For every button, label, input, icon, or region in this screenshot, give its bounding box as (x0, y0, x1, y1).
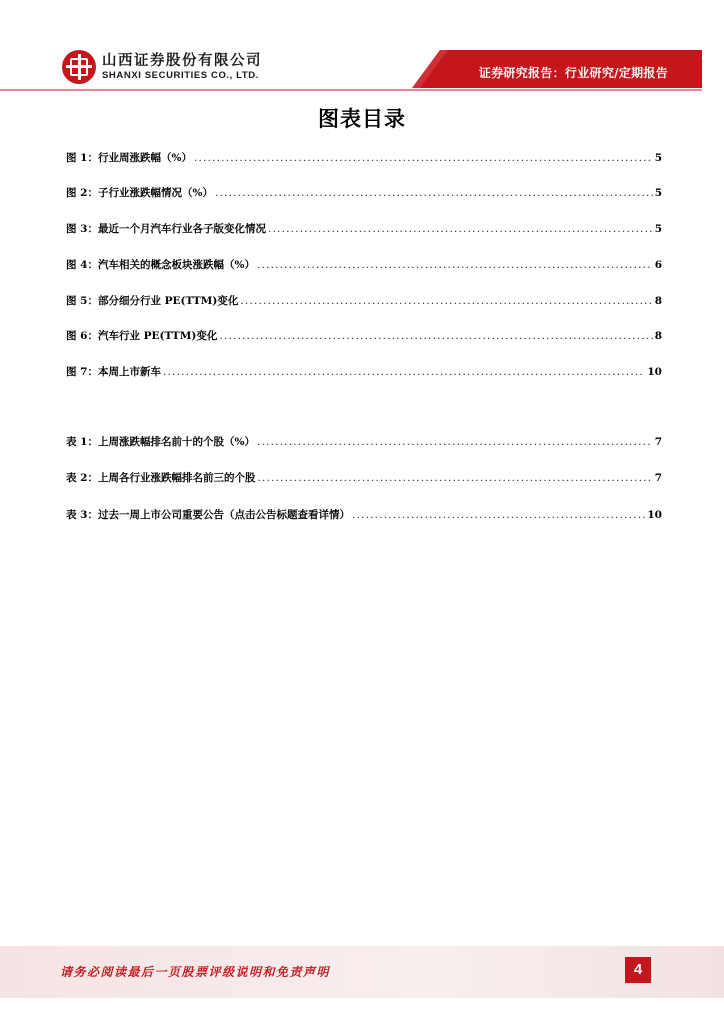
toc-entry-page: 7 (654, 472, 662, 484)
company-name-cn: 山西证券股份有限公司 (102, 52, 262, 69)
toc-entry-label: 表 3：过去一周上市公司重要公告（点击公告标题查看详情） (66, 509, 350, 521)
logo-emblem-icon (62, 50, 96, 84)
toc-entry-page: 6 (654, 259, 662, 271)
toc-leader-dots (194, 151, 653, 165)
toc-entry-page: 5 (654, 223, 662, 235)
toc-leader-dots (257, 435, 653, 449)
toc-entry-figure-4[interactable] (66, 258, 662, 272)
toc-entry-page: 7 (654, 436, 662, 448)
toc-leader-dots (219, 329, 652, 343)
toc-entry-label: 图 6：汽车行业 PE(TTM)变化 (66, 330, 218, 342)
toc-entry-figure-7[interactable] (66, 365, 662, 379)
toc-entry-label: 图 5：部分细分行业 PE(TTM)变化 (66, 295, 239, 307)
toc-leader-dots (163, 365, 645, 379)
toc-entry-page: 5 (654, 152, 662, 164)
page-number: 4 (625, 957, 651, 983)
company-name-en: SHANXI SECURITIES CO., LTD. (102, 69, 259, 81)
toc-leader-dots (257, 471, 652, 485)
toc-entry-table-1[interactable] (66, 435, 662, 449)
toc-entry-figure-1[interactable] (66, 151, 662, 165)
toc-leader-dots (257, 258, 653, 272)
toc-entry-label: 图 3：最近一个月汽车行业各子版变化情况 (66, 223, 266, 235)
page-header (0, 0, 724, 96)
toc-entry-figure-3[interactable] (66, 222, 662, 236)
toc-entry-label: 图 4：汽车相关的概念板块涨跌幅（%） (66, 259, 255, 271)
toc-entry-label: 表 2：上周各行业涨跌幅排名前三的个股 (66, 472, 256, 484)
toc-leader-dots (240, 294, 652, 308)
toc-entry-figure-2[interactable] (66, 186, 662, 200)
page-title: 图表目录 (318, 107, 406, 131)
report-type-label: 证券研究报告：行业研究/定期报告 (478, 66, 668, 80)
footer-disclaimer: 请务必阅读最后一页股票评级说明和免责声明 (60, 965, 331, 979)
toc-entry-label: 图 2：子行业涨跌幅情况（%） (66, 187, 213, 199)
toc-entry-label: 表 1：上周涨跌幅排名前十的个股（%） (66, 436, 255, 448)
toc-entry-figure-6[interactable] (66, 329, 662, 343)
toc-entry-label: 图 1：行业周涨跌幅（%） (66, 152, 192, 164)
toc-leader-dots (215, 186, 653, 200)
company-logo (62, 50, 262, 84)
toc-entry-table-3[interactable] (66, 508, 662, 522)
toc-entry-table-2[interactable] (66, 471, 662, 485)
toc-entry-figure-5[interactable] (66, 294, 662, 308)
toc-entry-page: 10 (647, 366, 662, 378)
toc-leader-dots (268, 222, 653, 236)
toc-entry-label: 图 7：本周上市新车 (66, 366, 161, 378)
toc-entry-page: 8 (654, 330, 662, 342)
toc-entry-page: 10 (647, 509, 662, 521)
toc-leader-dots (352, 508, 645, 522)
toc-entry-page: 8 (654, 295, 662, 307)
toc-entry-page: 5 (654, 187, 662, 199)
